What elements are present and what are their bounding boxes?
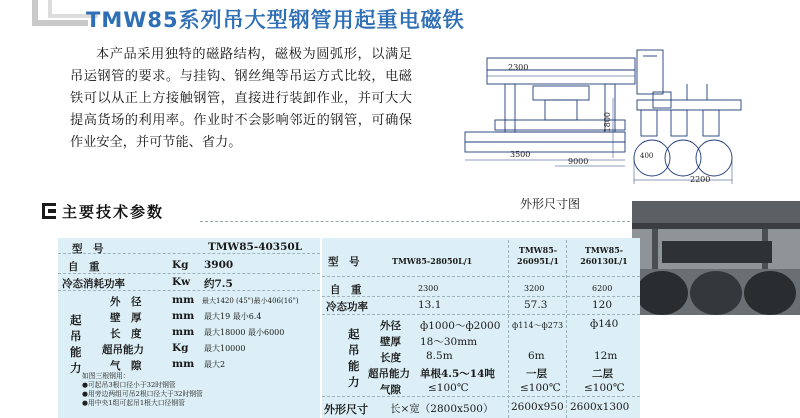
right-group-char: 吊 bbox=[348, 343, 360, 357]
right-power-1: 13.1 bbox=[418, 299, 442, 311]
right-group-char: 力 bbox=[348, 375, 360, 389]
divider bbox=[322, 396, 640, 397]
right-model-2: TMW85-26095L/1 bbox=[517, 245, 559, 266]
left-weight-value: 3900 bbox=[204, 259, 234, 271]
left-model-value: TMW85-40350L bbox=[208, 241, 303, 253]
right-row-value: 单根4.5～14吨 bbox=[420, 368, 495, 380]
dim-400: 400 bbox=[640, 152, 654, 160]
left-model-label: 型 号 bbox=[72, 243, 104, 255]
left-row-unit: mm bbox=[172, 310, 195, 322]
left-row-value: 最大10000 bbox=[204, 344, 246, 353]
left-row-value: 最大1420 (45")最小406(16") bbox=[202, 297, 299, 305]
right-power-2: 57.3 bbox=[524, 299, 548, 311]
right-row-value: ф114～ф273 bbox=[512, 321, 564, 330]
intro-paragraph: 本产品采用独特的磁路结构，磁极为圆弧形，以满足吊运钢管的要求。与挂钩、钢丝绳等吊运方式比较，电磁铁可以从正上方接触钢管，直接进行装卸作业，并可大大提高货场的利用率。作业时不会影响邻近的钢管，可确保作业安全，并可节能、省力。 bbox=[70, 47, 412, 150]
right-model-label: 型 号 bbox=[328, 256, 360, 268]
right-row-value: ф1000～ф2000 bbox=[420, 320, 501, 332]
left-row-label: 超吊能力 bbox=[102, 344, 144, 356]
right-weight-1: 2300 bbox=[418, 284, 439, 293]
left-power-value: 约7.5 bbox=[204, 278, 233, 290]
dim-9000: 9000 bbox=[568, 157, 589, 166]
left-group-char: 力 bbox=[70, 361, 82, 375]
right-row-label: 壁厚 bbox=[380, 336, 401, 348]
left-weight-label: 自 重 bbox=[68, 261, 100, 273]
dim-2300: 2300 bbox=[508, 63, 529, 72]
right-size-label: 外形尺寸 bbox=[324, 403, 368, 416]
right-row-value: ≤100℃ bbox=[584, 382, 625, 394]
right-power-3: 120 bbox=[592, 299, 613, 311]
note-line: ●可起吊3根口径小于32时钢管 bbox=[82, 381, 176, 389]
product-photo bbox=[632, 201, 800, 315]
right-row-value: ≤100℃ bbox=[428, 382, 469, 394]
right-model-1: TMW85-28050L/1 bbox=[392, 256, 473, 266]
corner-decoration bbox=[32, 0, 88, 26]
right-row-label: 气隙 bbox=[380, 384, 401, 396]
right-row-value: 二层 bbox=[592, 368, 613, 380]
right-weight-2: 3200 bbox=[524, 284, 545, 293]
divider bbox=[322, 276, 640, 277]
section-icon bbox=[42, 203, 56, 219]
left-row-unit: Kg bbox=[172, 342, 189, 354]
left-row-label: 壁 厚 bbox=[110, 312, 142, 324]
note-line: ●用旁边两组可吊2根口径大于32时钢管 bbox=[82, 390, 203, 398]
right-row-value: 6m bbox=[528, 350, 545, 362]
divider bbox=[322, 314, 640, 315]
left-row-value: 最大18000 最小6000 bbox=[204, 328, 285, 337]
divider bbox=[566, 240, 567, 418]
right-row-value: ф140 bbox=[590, 318, 619, 330]
left-row-label: 长 度 bbox=[110, 328, 142, 340]
right-size-2: 2600x950 bbox=[511, 401, 564, 413]
left-group-char: 能 bbox=[70, 345, 82, 359]
section-title: 主要技术参数 bbox=[62, 203, 165, 221]
left-weight-unit: Kg bbox=[172, 259, 189, 271]
left-row-unit: mm bbox=[172, 326, 195, 338]
right-row-label: 长度 bbox=[380, 352, 401, 364]
dim-1800: 1800 bbox=[603, 112, 612, 133]
right-row-value: 一层 bbox=[526, 368, 547, 380]
section-divider bbox=[200, 221, 630, 222]
right-power-label: 冷态功率 bbox=[326, 301, 368, 313]
right-weight-3: 6200 bbox=[592, 284, 613, 293]
left-power-label: 冷态消耗功率 bbox=[62, 278, 125, 290]
left-group-char: 吊 bbox=[70, 329, 82, 343]
right-row-value: 18～30mm bbox=[420, 336, 478, 348]
left-row-value: 最大2 bbox=[204, 360, 226, 369]
left-row-unit: mm bbox=[172, 294, 195, 306]
right-weight-label: 自 重 bbox=[330, 284, 362, 296]
left-group-char: 起 bbox=[70, 313, 82, 327]
right-size-3: 2600x1300 bbox=[570, 401, 630, 413]
dimension-drawing bbox=[455, 40, 775, 200]
left-row-unit: mm bbox=[172, 358, 195, 370]
drawing-caption: 外形尺寸图 bbox=[520, 197, 581, 211]
left-row-value: 最大19 最小6.4 bbox=[204, 312, 262, 321]
right-group-char: 起 bbox=[348, 327, 360, 341]
right-row-label: 外径 bbox=[380, 320, 401, 332]
right-row-value: 12m bbox=[594, 350, 618, 362]
right-row-value: 8.5m bbox=[426, 350, 453, 362]
note-line: 如图三根钢用： bbox=[82, 372, 130, 380]
left-row-label: 气 隙 bbox=[110, 360, 142, 372]
right-group-char: 能 bbox=[348, 359, 360, 373]
right-row-value: ≤100℃ bbox=[520, 382, 561, 394]
left-notes bbox=[82, 372, 203, 408]
left-row-label: 外 径 bbox=[110, 296, 142, 308]
divider bbox=[322, 296, 640, 297]
page-title: TMW85系列吊大型钢管用起重电磁铁 bbox=[86, 8, 465, 32]
divider bbox=[508, 240, 509, 418]
right-size-1: 长×宽（2800x500） bbox=[390, 403, 494, 415]
dim-2200: 2200 bbox=[690, 175, 711, 184]
dim-3500: 3500 bbox=[510, 150, 531, 159]
note-line: ●用中央1组可起吊1根大口径钢管 bbox=[82, 399, 185, 407]
right-model-3: TMW85-260130L/1 bbox=[580, 245, 628, 266]
left-power-unit: Kw bbox=[172, 276, 191, 288]
right-row-label: 超吊能力 bbox=[368, 368, 410, 380]
